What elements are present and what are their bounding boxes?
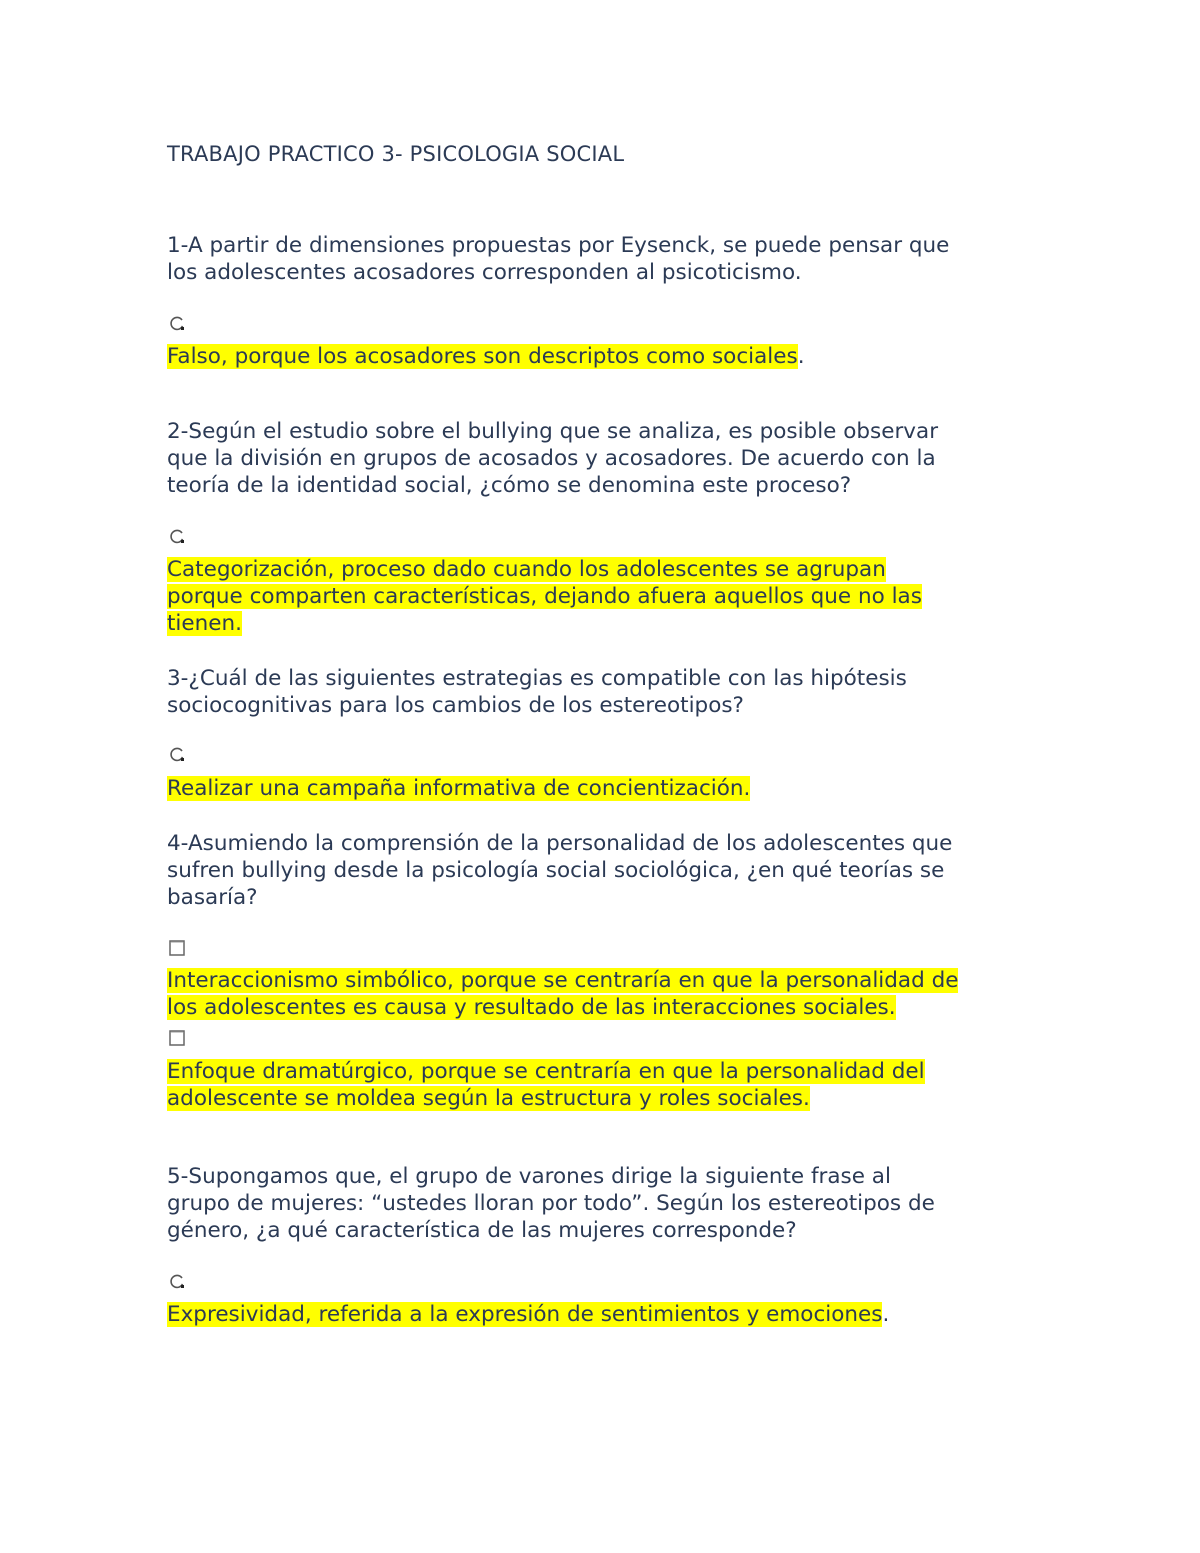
answer-highlight: adolescente se moldea según la estructura y roles sociales. <box>167 1086 810 1111</box>
question-line: sufren bullying desde la psicología social sociológica, ¿en qué teorías se <box>167 858 945 883</box>
question-5-text <box>167 1163 1047 1244</box>
answer-highlight: Realizar una campaña informativa de concientización. <box>167 776 751 801</box>
question-line: basaría? <box>167 885 258 910</box>
question-1-answer <box>167 343 1047 370</box>
answer-highlight: Interaccionismo simbólico, porque se centraría en que la personalidad de <box>167 968 959 993</box>
answer-trailing: . <box>882 1302 890 1327</box>
question-line: los adolescentes acosadores corresponden al psicoticismo. <box>167 260 802 285</box>
question-line: 2-Según el estudio sobre el bullying que se analiza, es posible observar <box>167 419 939 444</box>
question-2-text <box>167 418 1047 499</box>
question-line: 5-Supongamos que, el grupo de varones dirige la siguiente frase al <box>167 1164 891 1189</box>
question-line: 3-¿Cuál de las siguientes estrategias es compatible con las hipótesis <box>167 666 907 691</box>
radio-icon[interactable] <box>169 747 185 763</box>
question-3-text <box>167 665 1047 719</box>
question-line: 4-Asumiendo la comprensión de la personalidad de los adolescentes que <box>167 831 953 856</box>
question-line: teoría de la identidad social, ¿cómo se denomina este proceso? <box>167 473 852 498</box>
radio-icon[interactable] <box>169 316 185 332</box>
checkbox-icon[interactable] <box>169 940 185 956</box>
question-4-answer-2 <box>167 1058 1047 1112</box>
answer-highlight: Expresividad, referida a la expresión de sentimientos y emociones <box>167 1302 883 1327</box>
answer-highlight: Categorización, proceso dado cuando los adolescentes se agrupan <box>167 557 886 582</box>
answer-highlight: Enfoque dramatúrgico, porque se centraría en que la personalidad del <box>167 1059 925 1084</box>
document-title: TRABAJO PRACTICO 3- PSICOLOGIA SOCIAL <box>167 142 625 166</box>
radio-icon[interactable] <box>169 1274 185 1290</box>
question-4-answer-1 <box>167 967 1047 1021</box>
question-line: género, ¿a qué característica de las mujeres corresponde? <box>167 1218 797 1243</box>
answer-highlight: tienen. <box>167 611 242 636</box>
question-3-answer <box>167 775 1047 802</box>
question-line: 1-A partir de dimensiones propuestas por Eysenck, se puede pensar que <box>167 233 950 258</box>
question-5-answer <box>167 1301 1047 1328</box>
checkbox-icon[interactable] <box>169 1030 185 1046</box>
question-1-text <box>167 232 1047 286</box>
answer-highlight: porque comparten características, dejando afuera aquellos que no las <box>167 584 922 609</box>
answer-highlight: Falso, porque los acosadores son descriptos como sociales <box>167 344 798 369</box>
answer-highlight: los adolescentes es causa y resultado de las interacciones sociales. <box>167 995 896 1020</box>
question-4-text <box>167 830 1047 911</box>
answer-trailing: . <box>797 344 805 369</box>
question-line: que la división en grupos de acosados y acosadores. De acuerdo con la <box>167 446 936 471</box>
question-line: sociocognitivas para los cambios de los estereotipos? <box>167 693 744 718</box>
radio-icon[interactable] <box>169 529 185 545</box>
question-2-answer <box>167 556 1047 637</box>
question-line: grupo de mujeres: “ustedes lloran por todo”. Según los estereotipos de <box>167 1191 935 1216</box>
